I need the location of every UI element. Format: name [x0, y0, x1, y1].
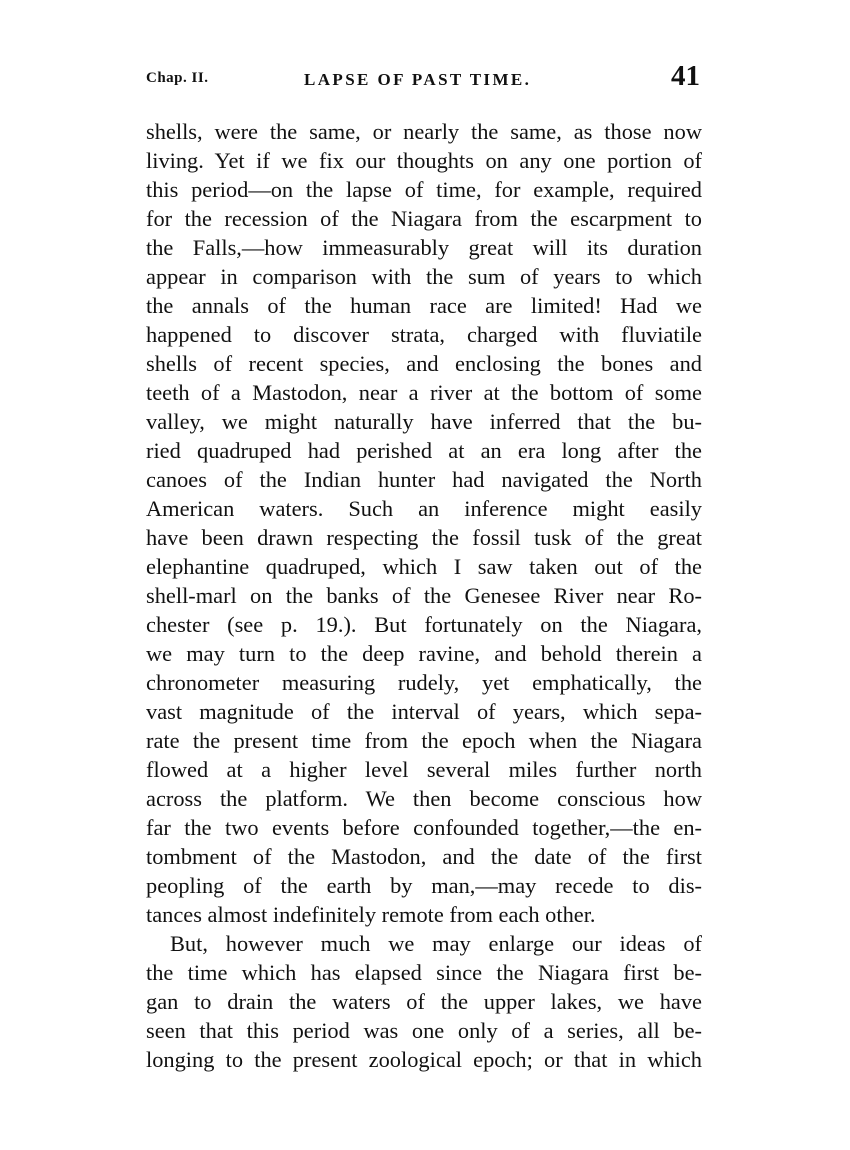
text-line: we may turn to the deep ravine, and behold therein a	[146, 641, 702, 666]
text-line: the annals of the human race are limited! Had we	[146, 293, 702, 318]
text-line: valley, we might naturally have inferred that the bu-	[146, 409, 702, 434]
text-line: peopling of the earth by man,—may recede to dis-	[146, 873, 702, 898]
text-line: the Falls,—how immeasurably great will its duration	[146, 235, 702, 260]
text-line: appear in comparison with the sum of years to which	[146, 264, 702, 289]
text-line: chronometer measuring rudely, yet emphatically, the	[146, 670, 702, 695]
text-line: have been drawn respecting the fossil tusk of the great	[146, 525, 702, 550]
chapter-label: Chap. II.	[146, 70, 209, 86]
text-line: vast magnitude of the interval of years, which sepa-	[146, 699, 702, 724]
text-line: across the platform. We then become conscious how	[146, 786, 702, 811]
text-line: longing to the present zoological epoch; or that in which	[146, 1047, 702, 1072]
text-line: teeth of a Mastodon, near a river at the bottom of some	[146, 380, 702, 405]
text-line: tombment of the Mastodon, and the date of the first	[146, 844, 702, 869]
running-title: LAPSE OF PAST TIME.	[304, 70, 532, 89]
text-line: chester (see p. 19.). But fortunately on the Niagara,	[146, 612, 702, 637]
paragraph-end-line: tances almost indefinitely remote from each other.	[146, 902, 596, 927]
text-line: elephantine quadruped, which I saw taken out of the	[146, 554, 702, 579]
text-line: shell-marl on the banks of the Genesee River near Ro-	[146, 583, 702, 608]
text-line: living. Yet if we fix our thoughts on any one portion of	[146, 148, 702, 173]
text-line: canoes of the Indian hunter had navigated the North	[146, 467, 702, 492]
running-head	[146, 62, 702, 102]
paragraph-start-line: But, however much we may enlarge our ideas of	[170, 931, 702, 956]
text-line: seen that this period was one only of a series, all be-	[146, 1018, 702, 1043]
text-line: happened to discover strata, charged with fluviatile	[146, 322, 702, 347]
text-line: this period—on the lapse of time, for example, required	[146, 177, 702, 202]
text-line: rate the present time from the epoch when the Niagara	[146, 728, 702, 753]
text-line: shells of recent species, and enclosing the bones and	[146, 351, 702, 376]
text-line: flowed at a higher level several miles further north	[146, 757, 702, 782]
text-line: ried quadruped had perished at an era long after the	[146, 438, 702, 463]
body-text	[146, 117, 702, 1074]
page-number: 41	[671, 60, 700, 92]
text-line: for the recession of the Niagara from the escarpment to	[146, 206, 702, 231]
text-line: American waters. Such an inference might easily	[146, 496, 702, 521]
text-line: far the two events before confounded together,—the en-	[146, 815, 702, 840]
text-line: the time which has elapsed since the Niagara first be-	[146, 960, 702, 985]
text-line: gan to drain the waters of the upper lakes, we have	[146, 989, 702, 1014]
text-line: shells, were the same, or nearly the same, as those now	[146, 119, 702, 144]
